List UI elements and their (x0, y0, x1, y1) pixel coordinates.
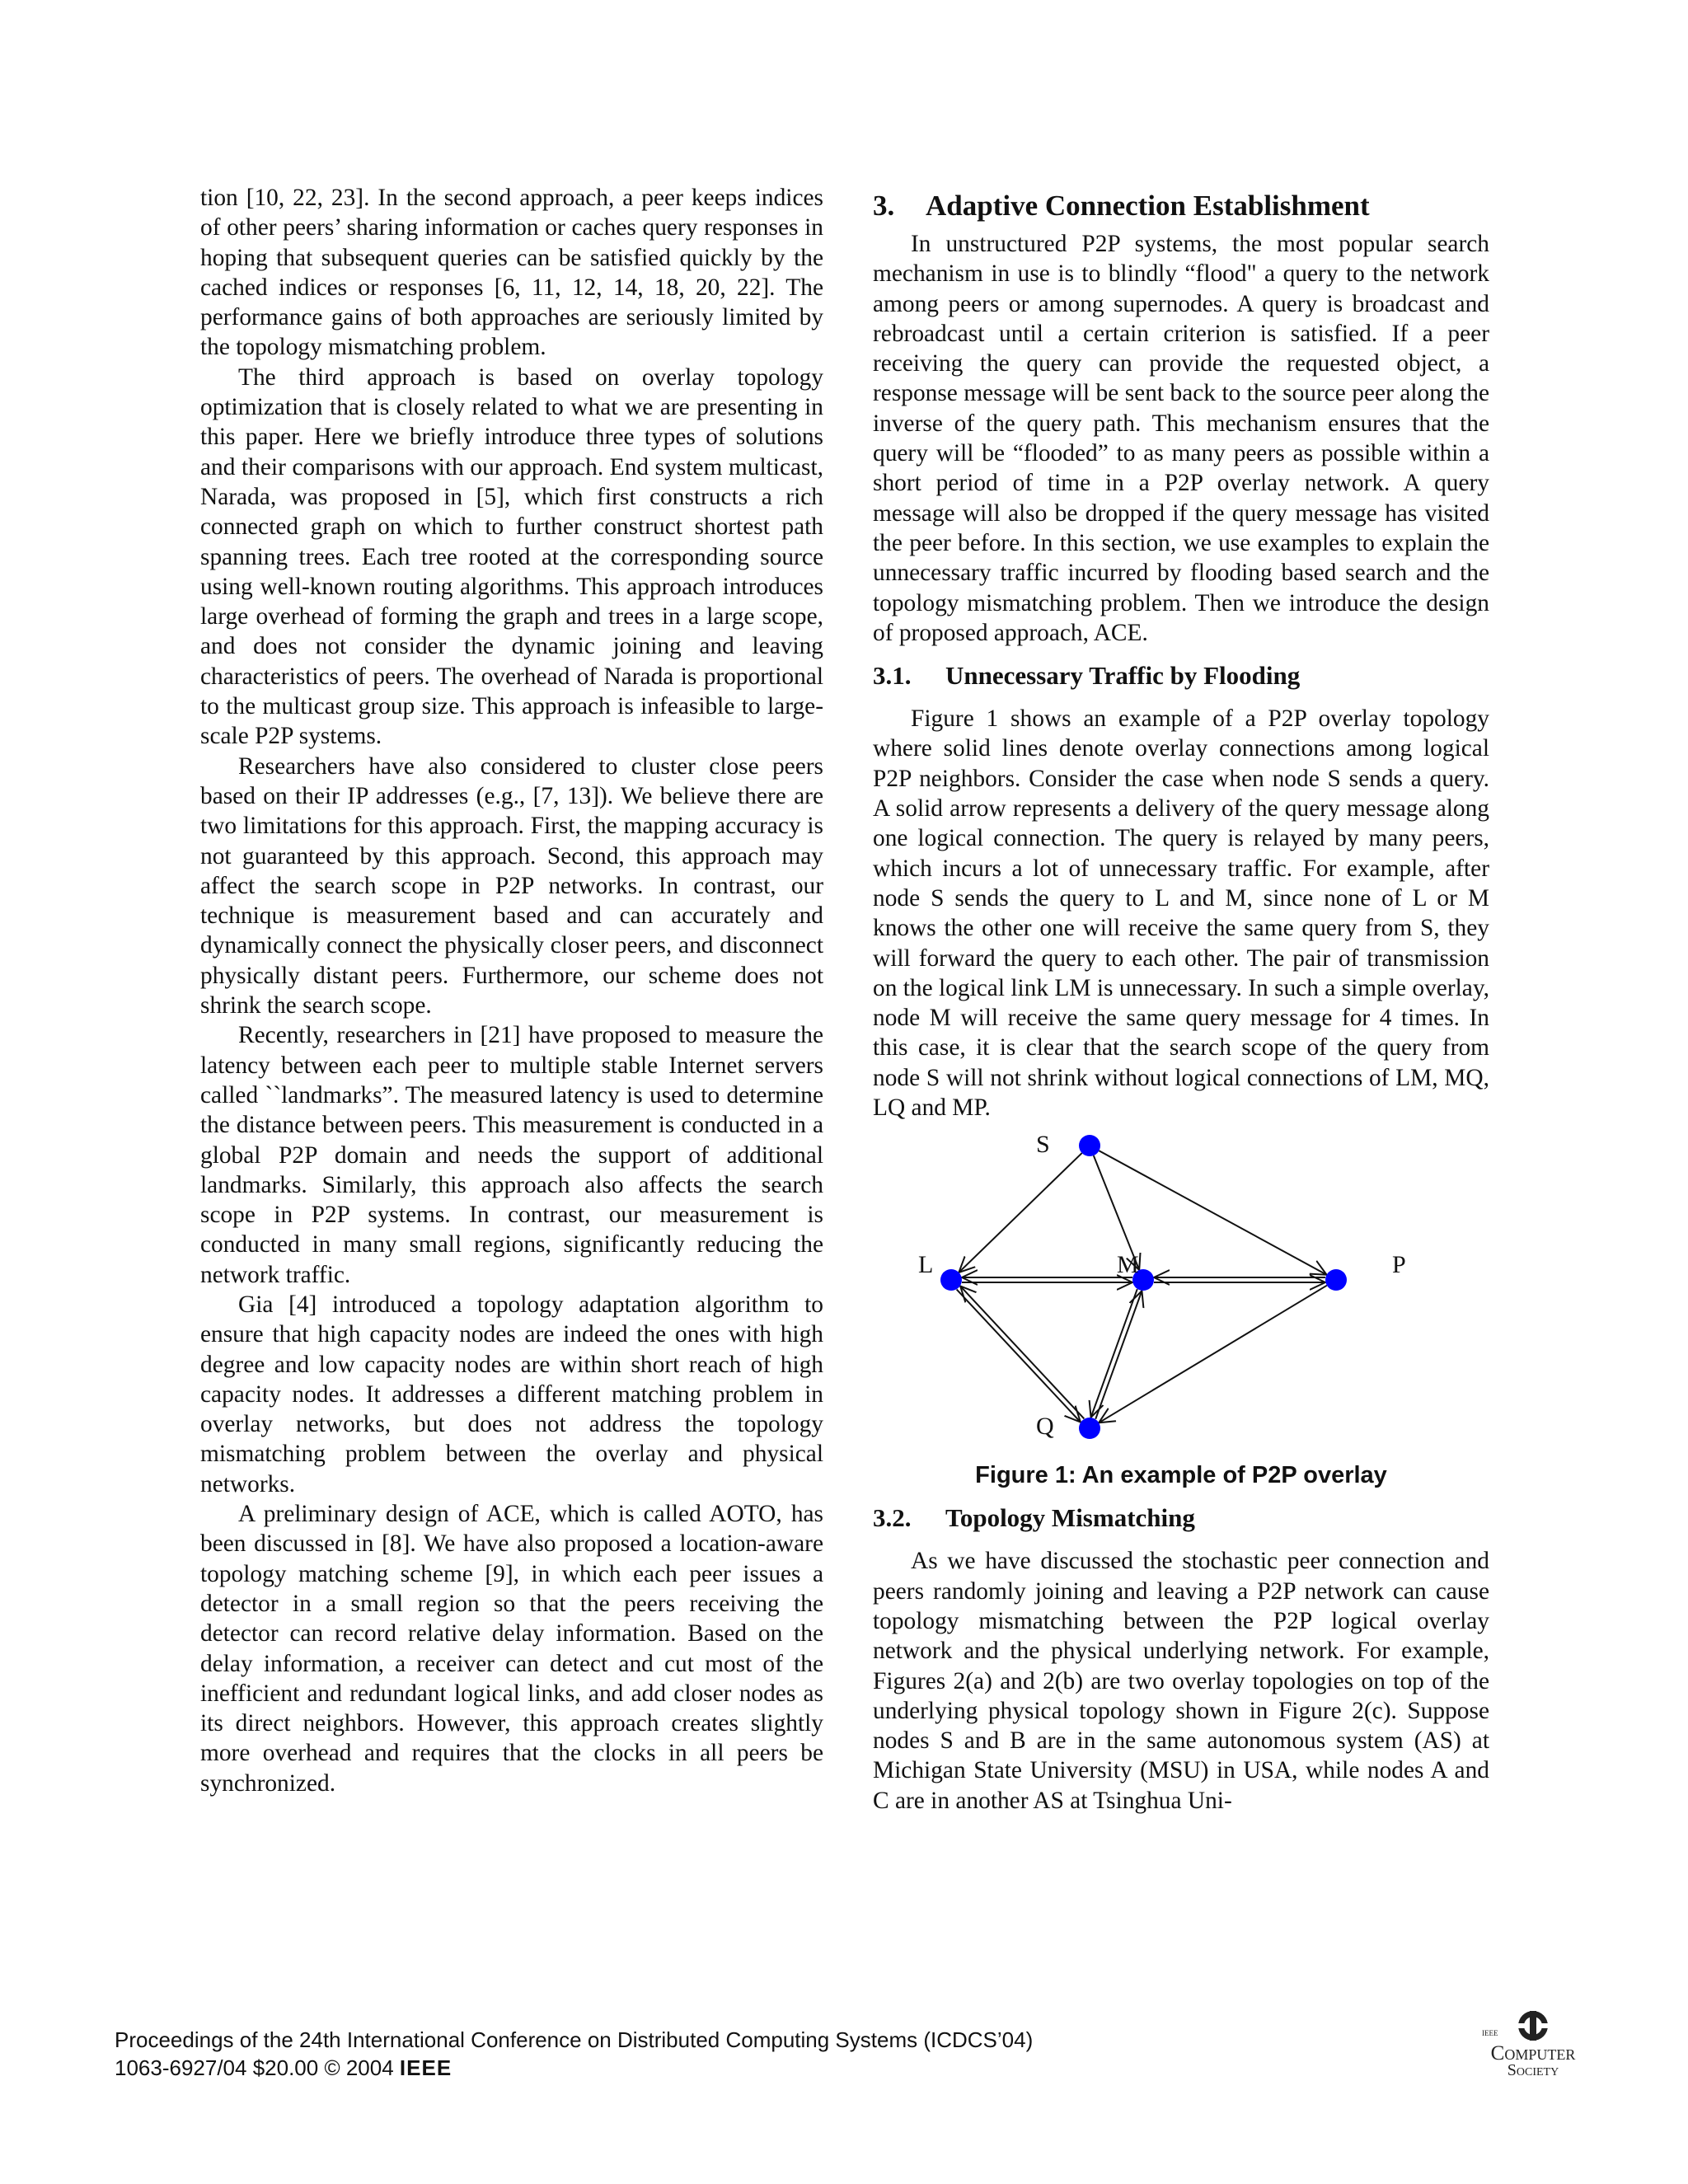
footer-copyright-text: 1063-6927/04 $20.00 © 2004 (115, 2055, 400, 2080)
subsection-title: Unnecessary Traffic by Flooding (945, 661, 1301, 691)
paragraph: As we have discussed the stochastic peer connection and peers randomly joining and leaving a P2P network can cause topology mismatching between the P2P logical overlay network and the physical underlying network. For example, Figures 2(a) and 2(b) are two overlay topologies on top of the underlying physical topology shown in Figure 2(c). Suppose nodes S and B are in the same autonomous system (AS) at Michigan State University (MSU) in USA, while nodes A and C are in another AS at Tsinghua Uni- (873, 1548, 1489, 1814)
paragraph: In unstructured P2P systems, the most popular search mechanism in use is to blindly “flood" a query to the network among peers or among supernodes. A query is broadcast and rebroadcast until a certain criterion is satisfied. If a peer receiving the query can provide the requested object, a response message will be sent back to the source peer along the inverse of the query path. This mechanism ensures that the query will be “flooded” to as many peers as possible within a short period of time in a P2P overlay network. A query message will also be dropped if the query message has visited the peer before. In this section, we use examples to explain the unnecessary traffic incurred by flooding based search and the topology mismatching problem. Then we introduce the design of proposed approach, ACE. (873, 231, 1489, 646)
page-footer (115, 2026, 1033, 2082)
node-label-L: L (918, 1251, 934, 1279)
node-S (1079, 1135, 1100, 1156)
footer-ieee: IEEE (399, 2055, 452, 2080)
edge-S-L (959, 1153, 1081, 1272)
logo-computer: Computer (1490, 2042, 1576, 2064)
paragraph: Researchers have also considered to cluster close peers based on their IP addresses (e.g., [7, 13]). We believe there are two limitations for this approach. First, the mapping accuracy is not guaranteed by this approach. Second, this approach may affect the search scope in P2P networks. In contrast, our technique is measurement based and can accurately and dynamically connect the physically closer peers, and disconnect physically distant peers. Furthermore, our scheme does not shrink the search scope. (200, 752, 823, 1019)
section-heading (873, 188, 1489, 224)
node-Q (1079, 1418, 1100, 1439)
node-label-S: S (1036, 1131, 1050, 1159)
subsection-heading (873, 659, 1489, 692)
computer-society-emblem-icon (1475, 2008, 1591, 2044)
left-column (200, 183, 823, 1798)
node-L (940, 1269, 962, 1291)
edge-Q-L (960, 1286, 1084, 1419)
subsection-number: 3.2. (873, 1503, 912, 1533)
section-title: Adaptive Connection Establishment (926, 190, 1370, 222)
right-column (873, 183, 1489, 1816)
edge-L-Q (957, 1290, 1081, 1422)
logo-ieee-small: IEEE (1482, 2029, 1498, 2037)
subsection-number: 3.1. (873, 661, 912, 691)
figure-1 (873, 1129, 1489, 1455)
overlay-graph (873, 1129, 1489, 1455)
paragraph: A preliminary design of ACE, which is called AOTO, has been discussed in [8]. We have also proposed a location-aware topology matching scheme [9], in which each peer issues a detector in a small region so that the peers receiving the detector can record relative delay information. Based on the delay information, a receiver can detect and cut most of the inefficient and redundant logical links, and add closer nodes as its direct neighbors. However, this approach creates slightly more overhead and requires that the clocks in all peers be synchronized. (200, 1501, 823, 1797)
subsection-title: Topology Mismatching (945, 1503, 1195, 1533)
logo-society: Society (1507, 2061, 1559, 2079)
edge-Q-M (1095, 1291, 1142, 1420)
paragraph: tion [10, 22, 23]. In the second approach, a peer keeps indices of other peers’ sharing information or caches query responses in hoping that subsequent queries can be satisfied quickly by the cached indices or responses [6, 11, 12, 14, 18, 20, 22]. The performance gains of both approaches are seriously limited by the topology mismatching problem. (200, 185, 823, 361)
section-number: 3. (873, 190, 895, 222)
paragraph: Recently, researchers in [21] have proposed to measure the latency between each peer to multiple stable Internet servers called ``landmarks”. The measured latency is used to determine the distance between peers. This measurement is conducted in a global P2P domain and needs the support of additional landmarks. Similarly, this approach also affects the search scope in P2P systems. In contrast, our measurement is conducted in many small regions, significantly reducing the network traffic. (200, 1022, 823, 1288)
computer-society-logo (1475, 2008, 1591, 2080)
figure-caption: Figure 1: An example of P2P overlay (975, 1462, 1387, 1489)
paragraph: Gia [4] introduced a topology adaptation algorithm to ensure that high capacity nodes are indeed the ones with high degree and low capacity nodes are within short reach of high capacity nodes. It addresses a different matching problem in overlay networks, but does not address the topology mismatching problem between the overlay and physical networks. (200, 1291, 823, 1497)
node-P (1325, 1269, 1347, 1291)
footer-proceedings: Proceedings of the 24th International Conference on Distributed Computing Systems (ICDCS’04) (115, 2027, 1034, 2052)
node-label-P: P (1392, 1251, 1406, 1279)
node-label-M: M (1117, 1251, 1139, 1279)
footer-copyright (115, 2054, 1033, 2082)
paragraph: The third approach is based on overlay topology optimization that is closely related to what we are presenting in this paper. Here we briefly introduce three types of solutions and their comparisons with our approach. End system multicast, Narada, was proposed in [5], which first constructs a rich connected graph on which to further construct shortest path spanning trees. Each tree rooted at the corresponding source using well-known routing algorithms. This approach introduces large overhead of forming the graph and trees in a large scope, and does not consider the dynamic joining and leaving characteristics of peers. The overhead of Narada is proportional to the multicast group size. This approach is infeasible to large-scale P2P systems. (200, 363, 823, 750)
node-label-Q: Q (1036, 1413, 1054, 1441)
paragraph: Figure 1 shows an example of a P2P overlay topology where solid lines denote overlay connections among logical P2P neighbors. Consider the case when node S sends a query. A solid arrow represents a delivery of the query message along one logical connection. The query is relayed by many peers, which incurs a lot of unnecessary traffic. For example, after node S sends the query to L and M, since none of L or M knows the other one will receive the same query from S, they will forward the query to each other. The pair of transmission on the logical link LM is unnecessary. In such a simple overlay, node M will receive the same query message for 4 times. In this case, it is clear that the search scope of the query from node S will not shrink without logical connections of LM, MQ, LQ and MP. (873, 705, 1489, 1122)
edge-P-Q (1099, 1286, 1327, 1423)
subsection-heading (873, 1502, 1489, 1535)
edge-M-Q (1091, 1290, 1137, 1418)
